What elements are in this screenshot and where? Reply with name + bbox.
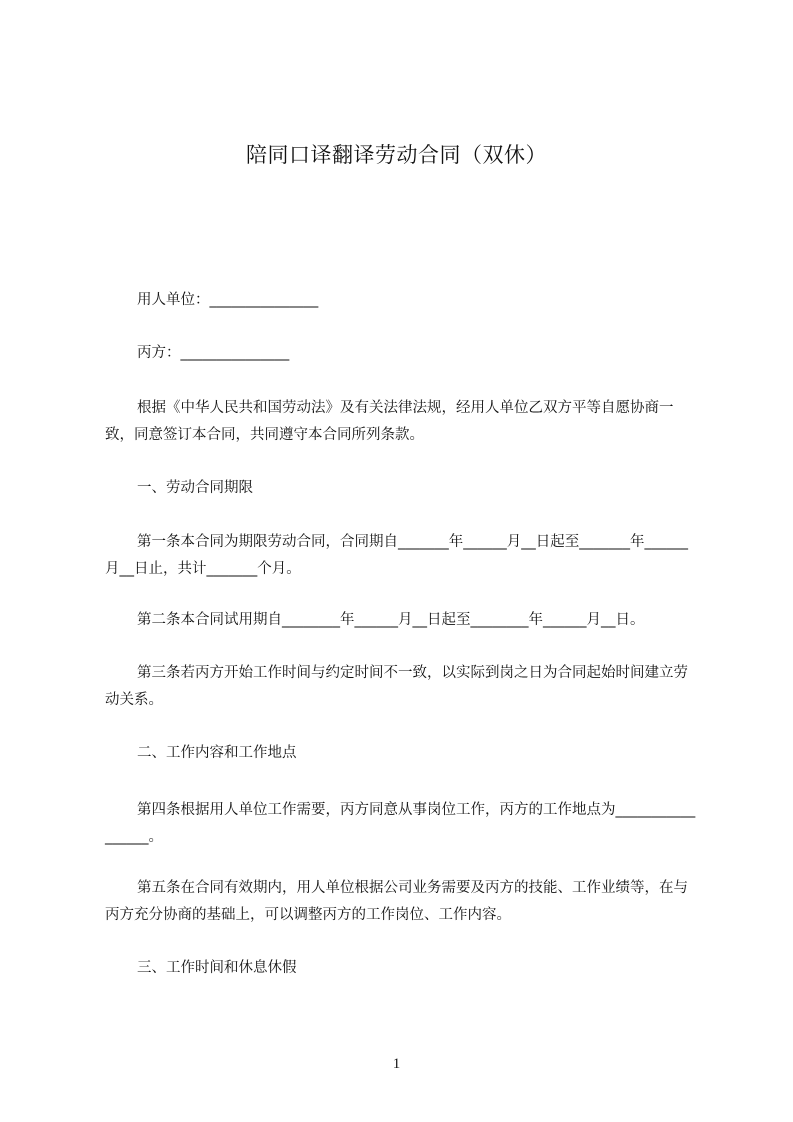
preamble-paragraph: 根据《中华人民共和国劳动法》及有关法律法规，经用人单位乙双方平等自愿协商一致，同意签订本合同，共同遵守本合同所列条款。 <box>105 400 674 443</box>
employer-line: 用人单位：_______________ <box>137 292 319 308</box>
article-3: 第三条若丙方开始工作时间与约定时间不一致，以实际到岗之日为合同起始时间建立劳动关系。 <box>105 665 688 708</box>
article-2: 第二条本合同试用期自________年______月__日起至________年______月__日。 <box>137 612 645 628</box>
document-title: 陪同口译翻译劳动合同（双休） <box>246 143 547 167</box>
section-1-heading: 一、劳动合同期限 <box>137 480 253 496</box>
party-c-line: 丙方：_______________ <box>137 345 290 361</box>
section-3-heading: 三、工作时间和休息休假 <box>137 960 297 976</box>
page-number: 1 <box>392 1056 401 1072</box>
article-1: 第一条本合同为期限劳动合同，合同期自_______年______月__日起至_______年______月__日止，共计_______个月。 <box>105 534 688 577</box>
article-4: 第四条根据用人单位工作需要，丙方同意从事岗位工作，丙方的工作地点为_________________。 <box>105 802 696 845</box>
section-2-heading: 二、工作内容和工作地点 <box>137 745 297 761</box>
article-5: 第五条在合同有效期内，用人单位根据公司业务需要及丙方的技能、工作业绩等，在与丙方充分协商的基础上，可以调整丙方的工作岗位、工作内容。 <box>105 880 688 923</box>
